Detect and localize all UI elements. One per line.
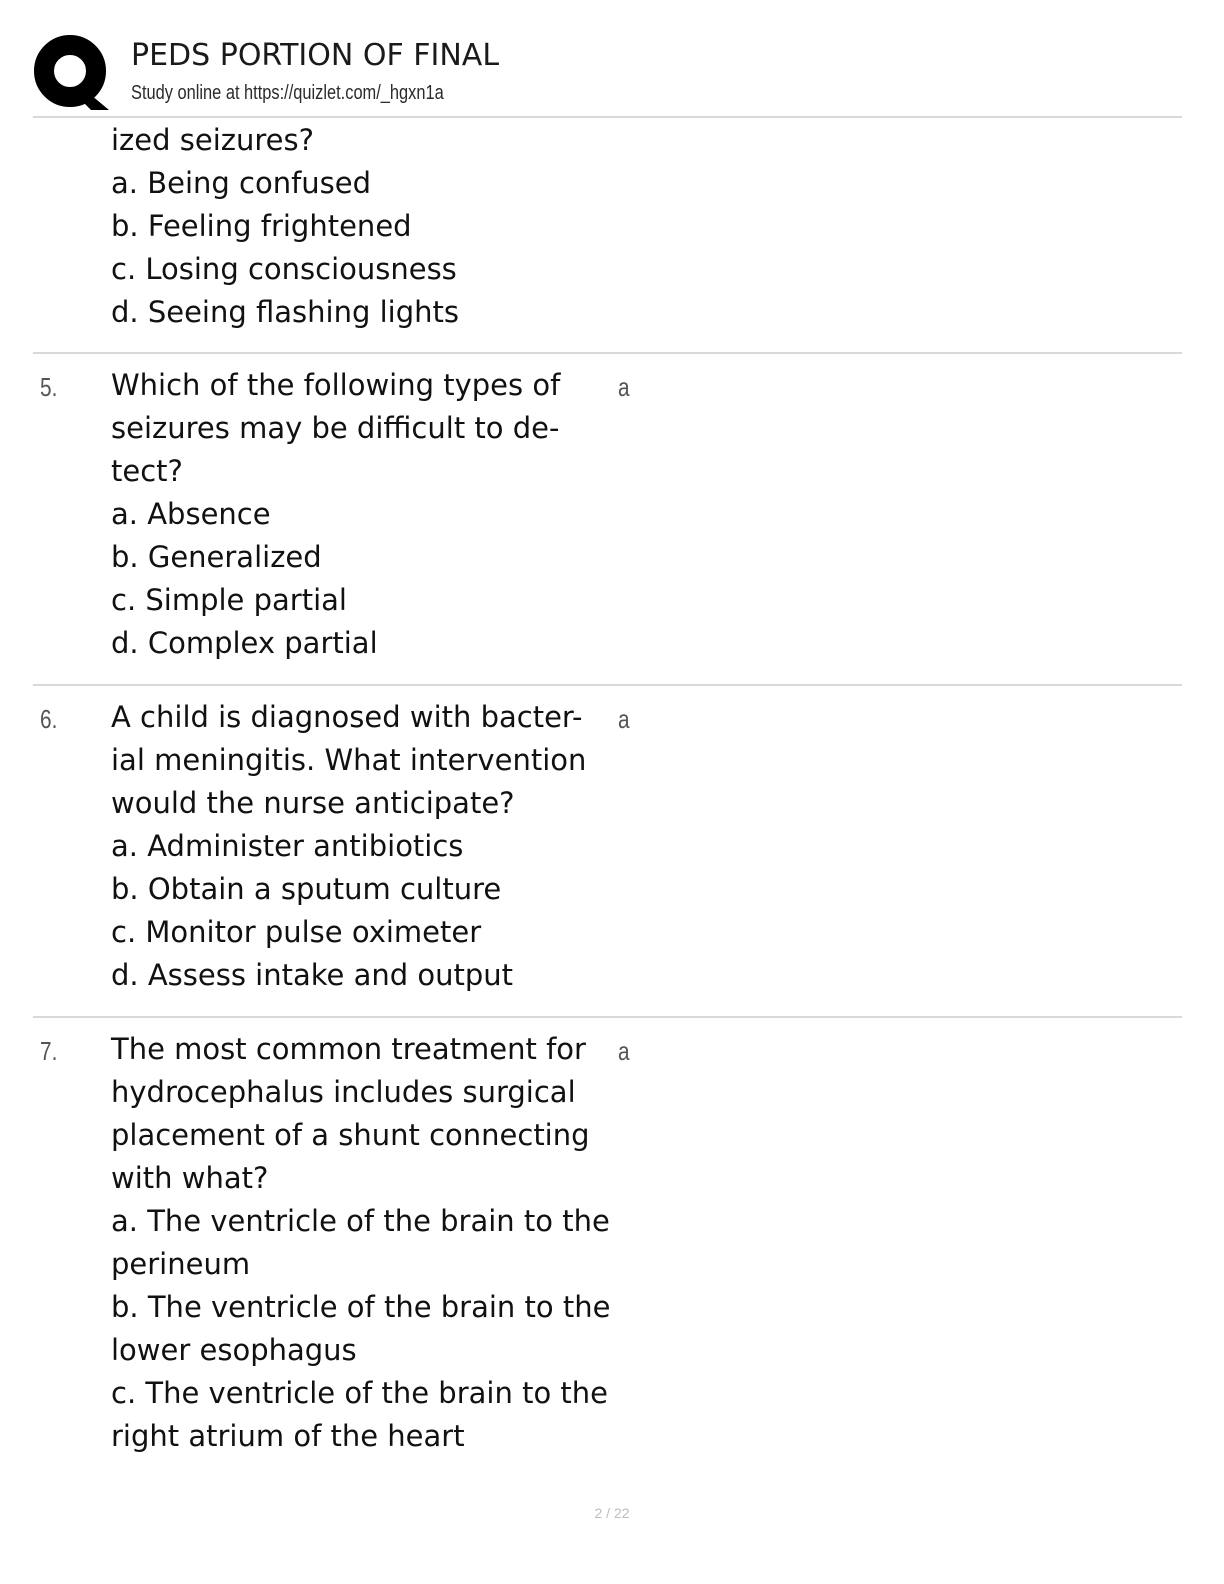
question-line: The most common treatment for [111,1032,586,1066]
question-number: 7. [40,1036,58,1066]
question-line: ized seizures? [111,123,314,157]
answer-text: a [618,1036,630,1066]
answer-text: a [618,704,630,734]
option-a-continued: perineum [111,1247,251,1281]
option-c: c. Losing consciousness [111,252,457,286]
study-online-link[interactable]: Study online at https://quizlet.com/_hgxn1a [131,82,444,104]
question-line: hydrocephalus includes surgical [111,1075,576,1109]
option-a: a. Administer antibiotics [111,829,464,863]
option-c: c. Simple partial [111,583,347,617]
document-title: PEDS PORTION OF FINAL [131,38,500,73]
question-text [111,119,631,334]
question-line: seizures may be difficult to de- [111,411,560,445]
question-number: 5. [40,372,58,402]
option-c: c. The ventricle of the brain to the [111,1376,608,1410]
card-divider [33,1016,1182,1018]
option-b: b. The ventricle of the brain to the [111,1290,611,1324]
option-b-continued: lower esophagus [111,1333,357,1367]
question-line: tect? [111,454,183,488]
option-b: b. Obtain a sputum culture [111,872,502,906]
option-c: c. Monitor pulse oximeter [111,915,482,949]
page-number: 2 / 22 [594,1505,630,1521]
page-header [0,0,1224,118]
option-b: b. Feeling frightened [111,209,412,243]
option-d: d. Assess intake and output [111,958,514,992]
question-line: A child is diagnosed with bacter- [111,700,583,734]
card-divider [33,684,1182,686]
question-text [111,696,631,997]
question-line: Which of the following types of [111,368,561,402]
option-a: a. Absence [111,497,271,531]
question-line: would the nurse anticipate? [111,786,515,820]
option-b: b. Generalized [111,540,322,574]
option-a: a. Being confused [111,166,372,200]
option-d: d. Complex partial [111,626,378,660]
option-c-continued: right atrium of the heart [111,1419,465,1453]
header-divider [33,116,1182,118]
question-line: ial meningitis. What intervention [111,743,587,777]
question-text [111,364,631,665]
option-d: d. Seeing flashing lights [111,295,459,329]
question-line: with what? [111,1161,269,1195]
answer-text: a [618,372,630,402]
question-number: 6. [40,704,58,734]
question-text [111,1028,631,1458]
quizlet-logo-icon [33,34,111,112]
card-divider [33,352,1182,354]
option-a: a. The ventricle of the brain to the [111,1204,610,1238]
question-line: placement of a shunt connecting [111,1118,590,1152]
